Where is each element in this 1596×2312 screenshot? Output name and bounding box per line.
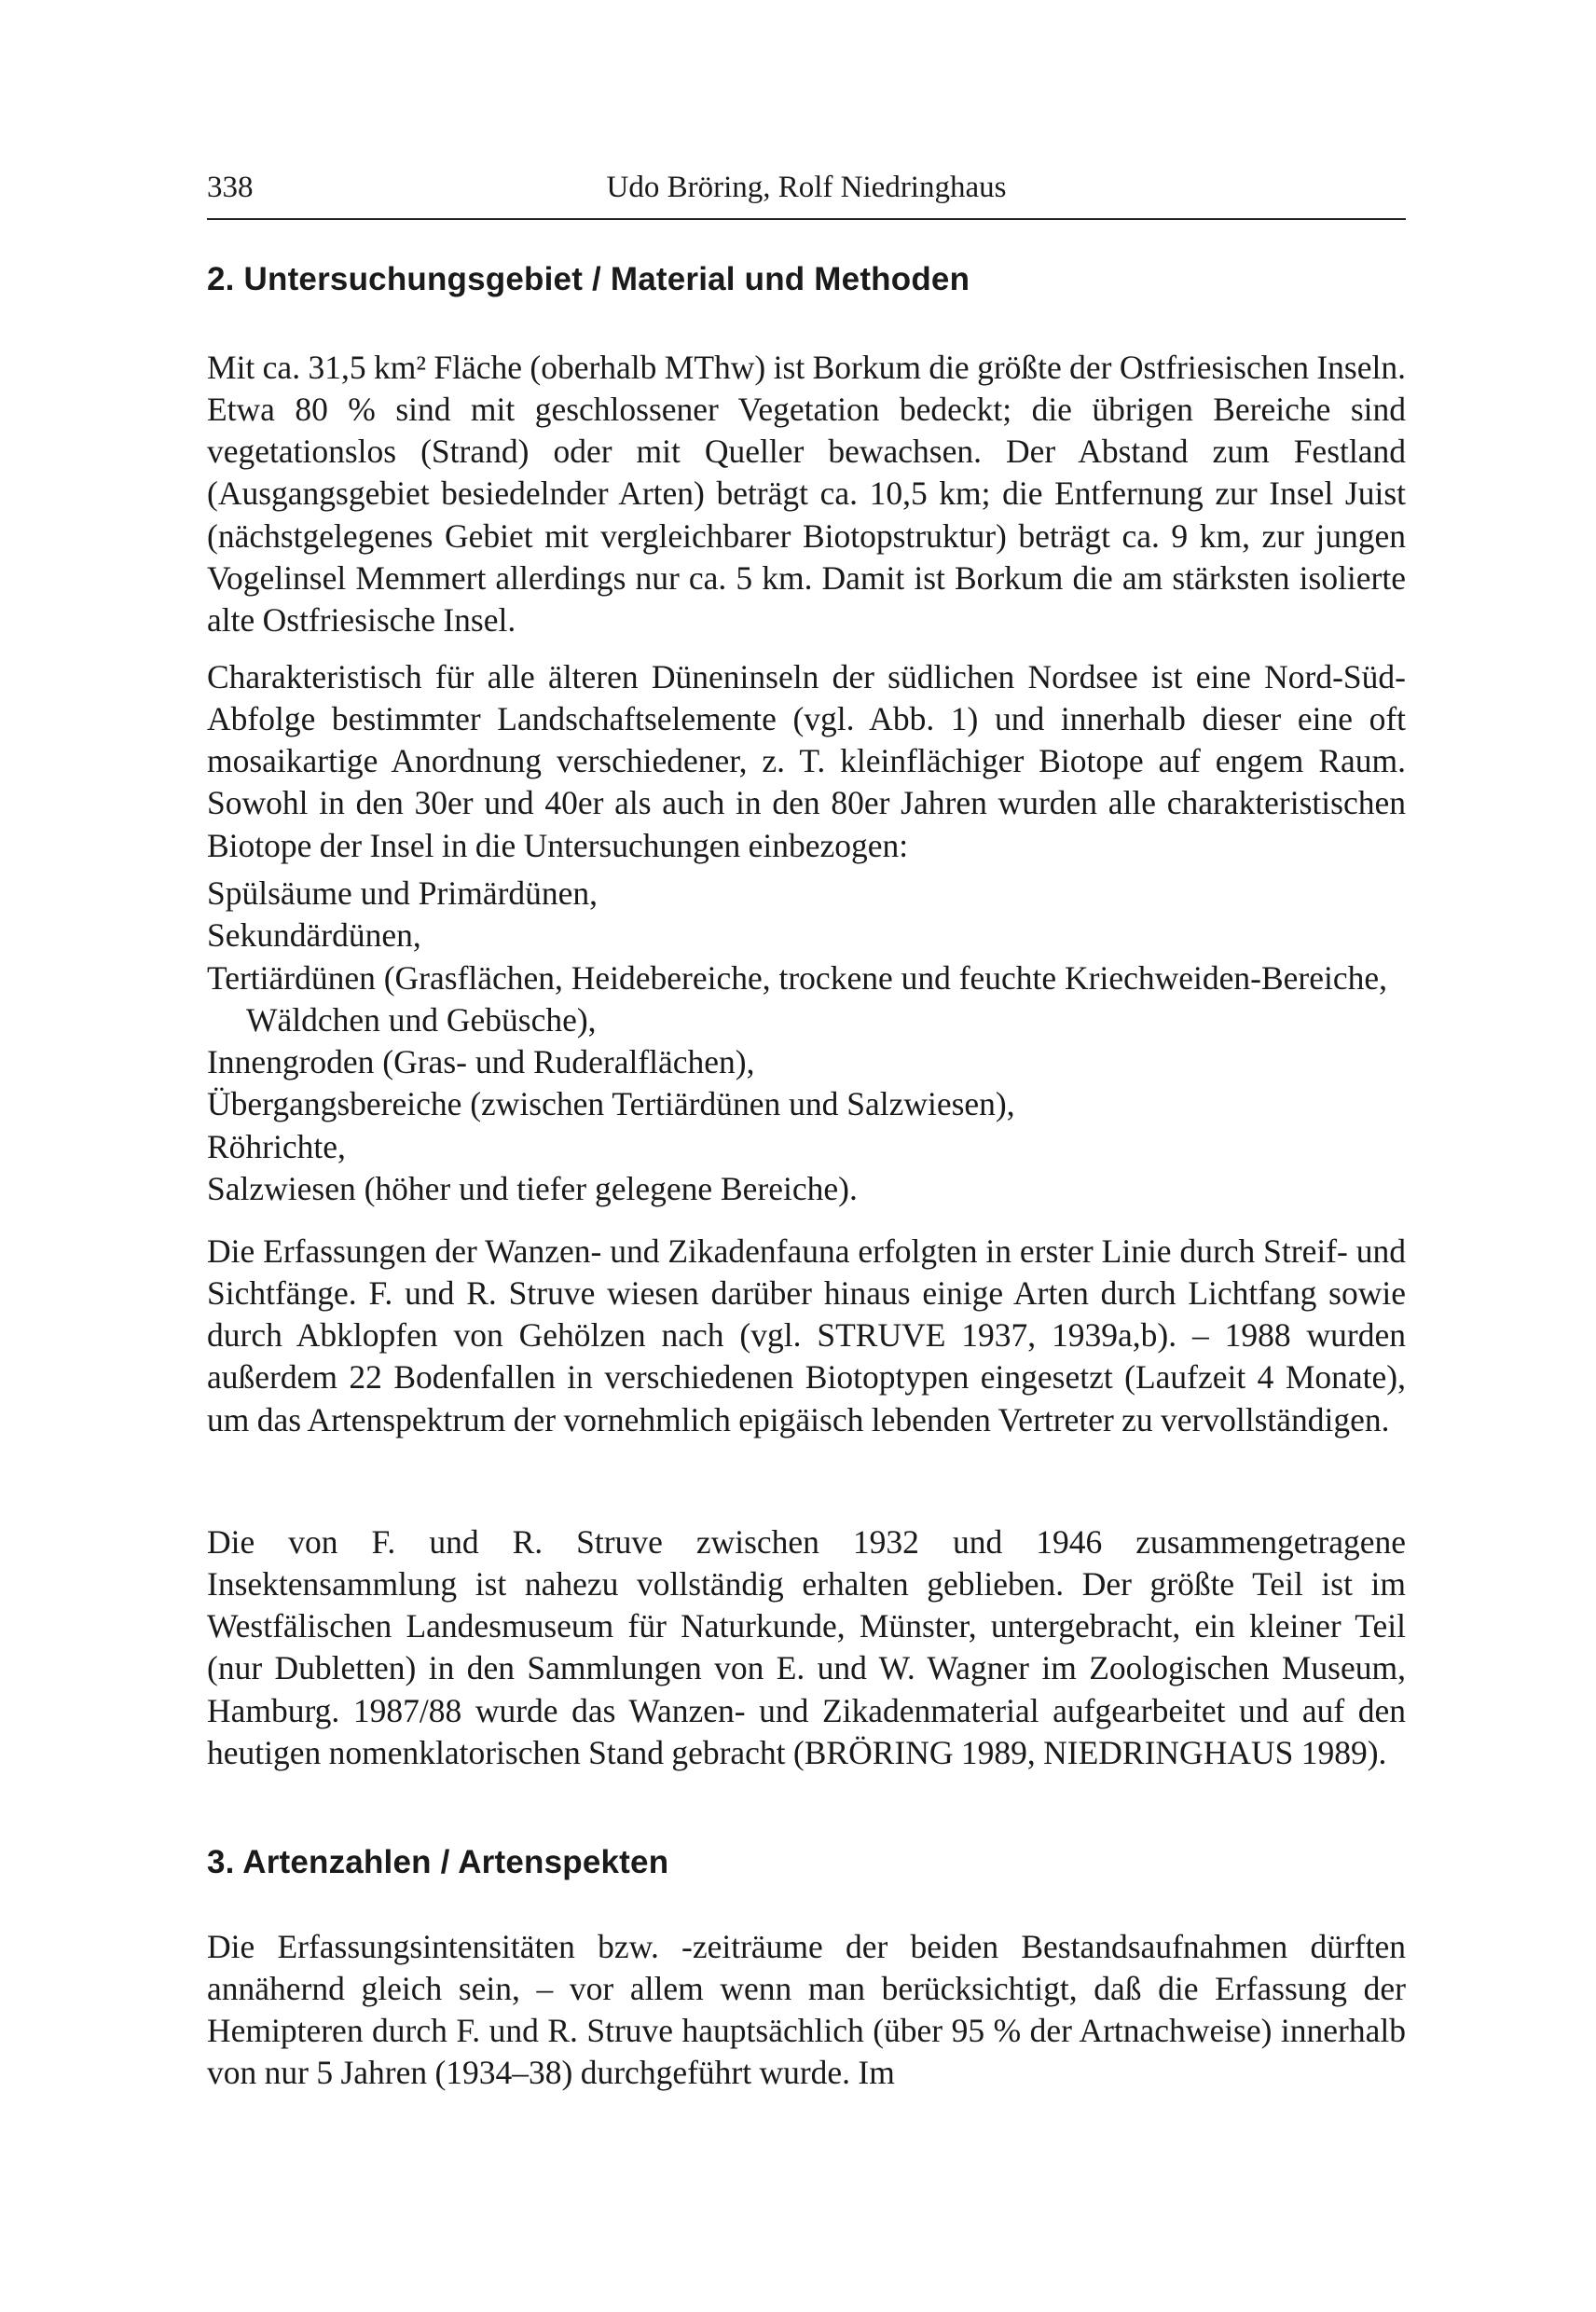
running-head xyxy=(207,166,1406,209)
paragraph-landscape: Charakteristisch für alle älteren Düneninseln der südlichen Nordsee ist eine Nord-Süd-Abfolge bestimmter Landschaftselemente (vgl. Abb. 1) und innerhalb dieser eine oft mosaikartige Anordnung verschiedener, z. T. kleinflächiger Biotope auf engem Raum. Sowohl in den 30er und 40er als auch in den 80er Jahren wurden alle charakteristischen Biotope der Insel in die Untersuchungen einbezogen: xyxy=(207,657,1406,864)
paragraph-collection: Die von F. und R. Struve zwischen 1932 und 1946 zusammengetragene Insektensammlung ist nahezu vollständig erhalten geblieben. Der größte Teil ist im Westfälischen Landesmuseum für Naturkunde, Münster, untergebracht, ein kleiner Teil (nur Dubletten) in den Sammlungen von E. und W. Wagner im Zoologischen Museum, Hamburg. 1987/88 wurde das Wanzen- und Zikadenmaterial aufgearbeitet und auf den heutigen nomenklatorischen Stand gebracht (BRÖRING 1989, NIEDRINGHAUS 1989). xyxy=(207,1522,1406,1771)
section-heading-species-numbers: 3. Artenzahlen / Artenspekten xyxy=(207,1844,669,1880)
biotope-list xyxy=(207,873,1406,1210)
section-heading-study-area: 2. Untersuchungsgebiet / Material und Methoden xyxy=(207,261,970,297)
list-item: Übergangsbereiche (zwischen Tertiärdünen und Salzwiesen), xyxy=(207,1085,1015,1123)
list-item: Röhrichte, xyxy=(207,1127,346,1165)
list-item: Innengroden (Gras- und Ruderalflächen), xyxy=(207,1043,755,1081)
paragraph-survey-intensity: Die Erfassungsintensitäten bzw. -zeiträume der beiden Bestandsaufnahmen dürften annähernd gleich sein, – vor allem wenn man berücksichtigt, daß die Erfassung der Hemipteren durch F. und R. Struve hauptsächlich (über 95 % der Artnachweise) innerhalb von nur 5 Jahren (1934–38) durchgeführt wurde. Im xyxy=(207,1927,1406,2092)
list-item: Tertiärdünen (Grasflächen, Heidebereiche, trockene und feuchte Kriechweiden-Bereiche, Wäldchen und Gebüsche), xyxy=(207,958,1387,1039)
running-title-authors: Udo Bröring, Rolf Niedringhaus xyxy=(606,171,1007,204)
page xyxy=(207,166,1406,2092)
list-item: Spülsäume und Primärdünen, xyxy=(207,874,598,912)
list-item: Sekundärdünen, xyxy=(207,916,421,955)
paragraph-methods: Die Erfassungen der Wanzen- und Zikadenfauna erfolgten in erster Linie durch Streif- und Sichtfänge. F. und R. Struve wiesen darüber hinaus einige Arten durch Lichtfang sowie durch Abklopfen von Gehölzen nach (vgl. STRUVE 1937, 1939a,b). – 1988 wurden außerdem 22 Bodenfallen in verschiedenen Biotoptypen eingesetzt (Laufzeit 4 Monate), um das Artenspektrum der vornehmlich epigäisch lebenden Vertreter zu vervollständigen. xyxy=(207,1232,1406,1438)
header-rule xyxy=(207,218,1406,220)
paragraph-study-area: Mit ca. 31,5 km² Fläche (oberhalb MThw) ist Borkum die größte der Ostfriesischen Inseln. Etwa 80 % sind mit geschlossener Vegetation bedeckt; die übrigen Bereiche sind vegetationslos (Strand) oder mit Queller bewachsen. Der Abstand zum Festland (Ausgangsgebiet besiedelnder Arten) beträgt ca. 10,5 km; die Entfernung zur Insel Juist (nächstgelegenes Gebiet mit vergleichbarer Biotopstruktur) beträgt ca. 9 km, zur jungen Vogelinsel Memmert allerdings nur ca. 5 km. Damit ist Borkum die am stärksten isolierte alte Ostfriesische Insel. xyxy=(207,348,1406,640)
page-number: 338 xyxy=(207,171,254,204)
list-item: Salzwiesen (höher und tiefer gelegene Bereiche). xyxy=(207,1170,858,1208)
